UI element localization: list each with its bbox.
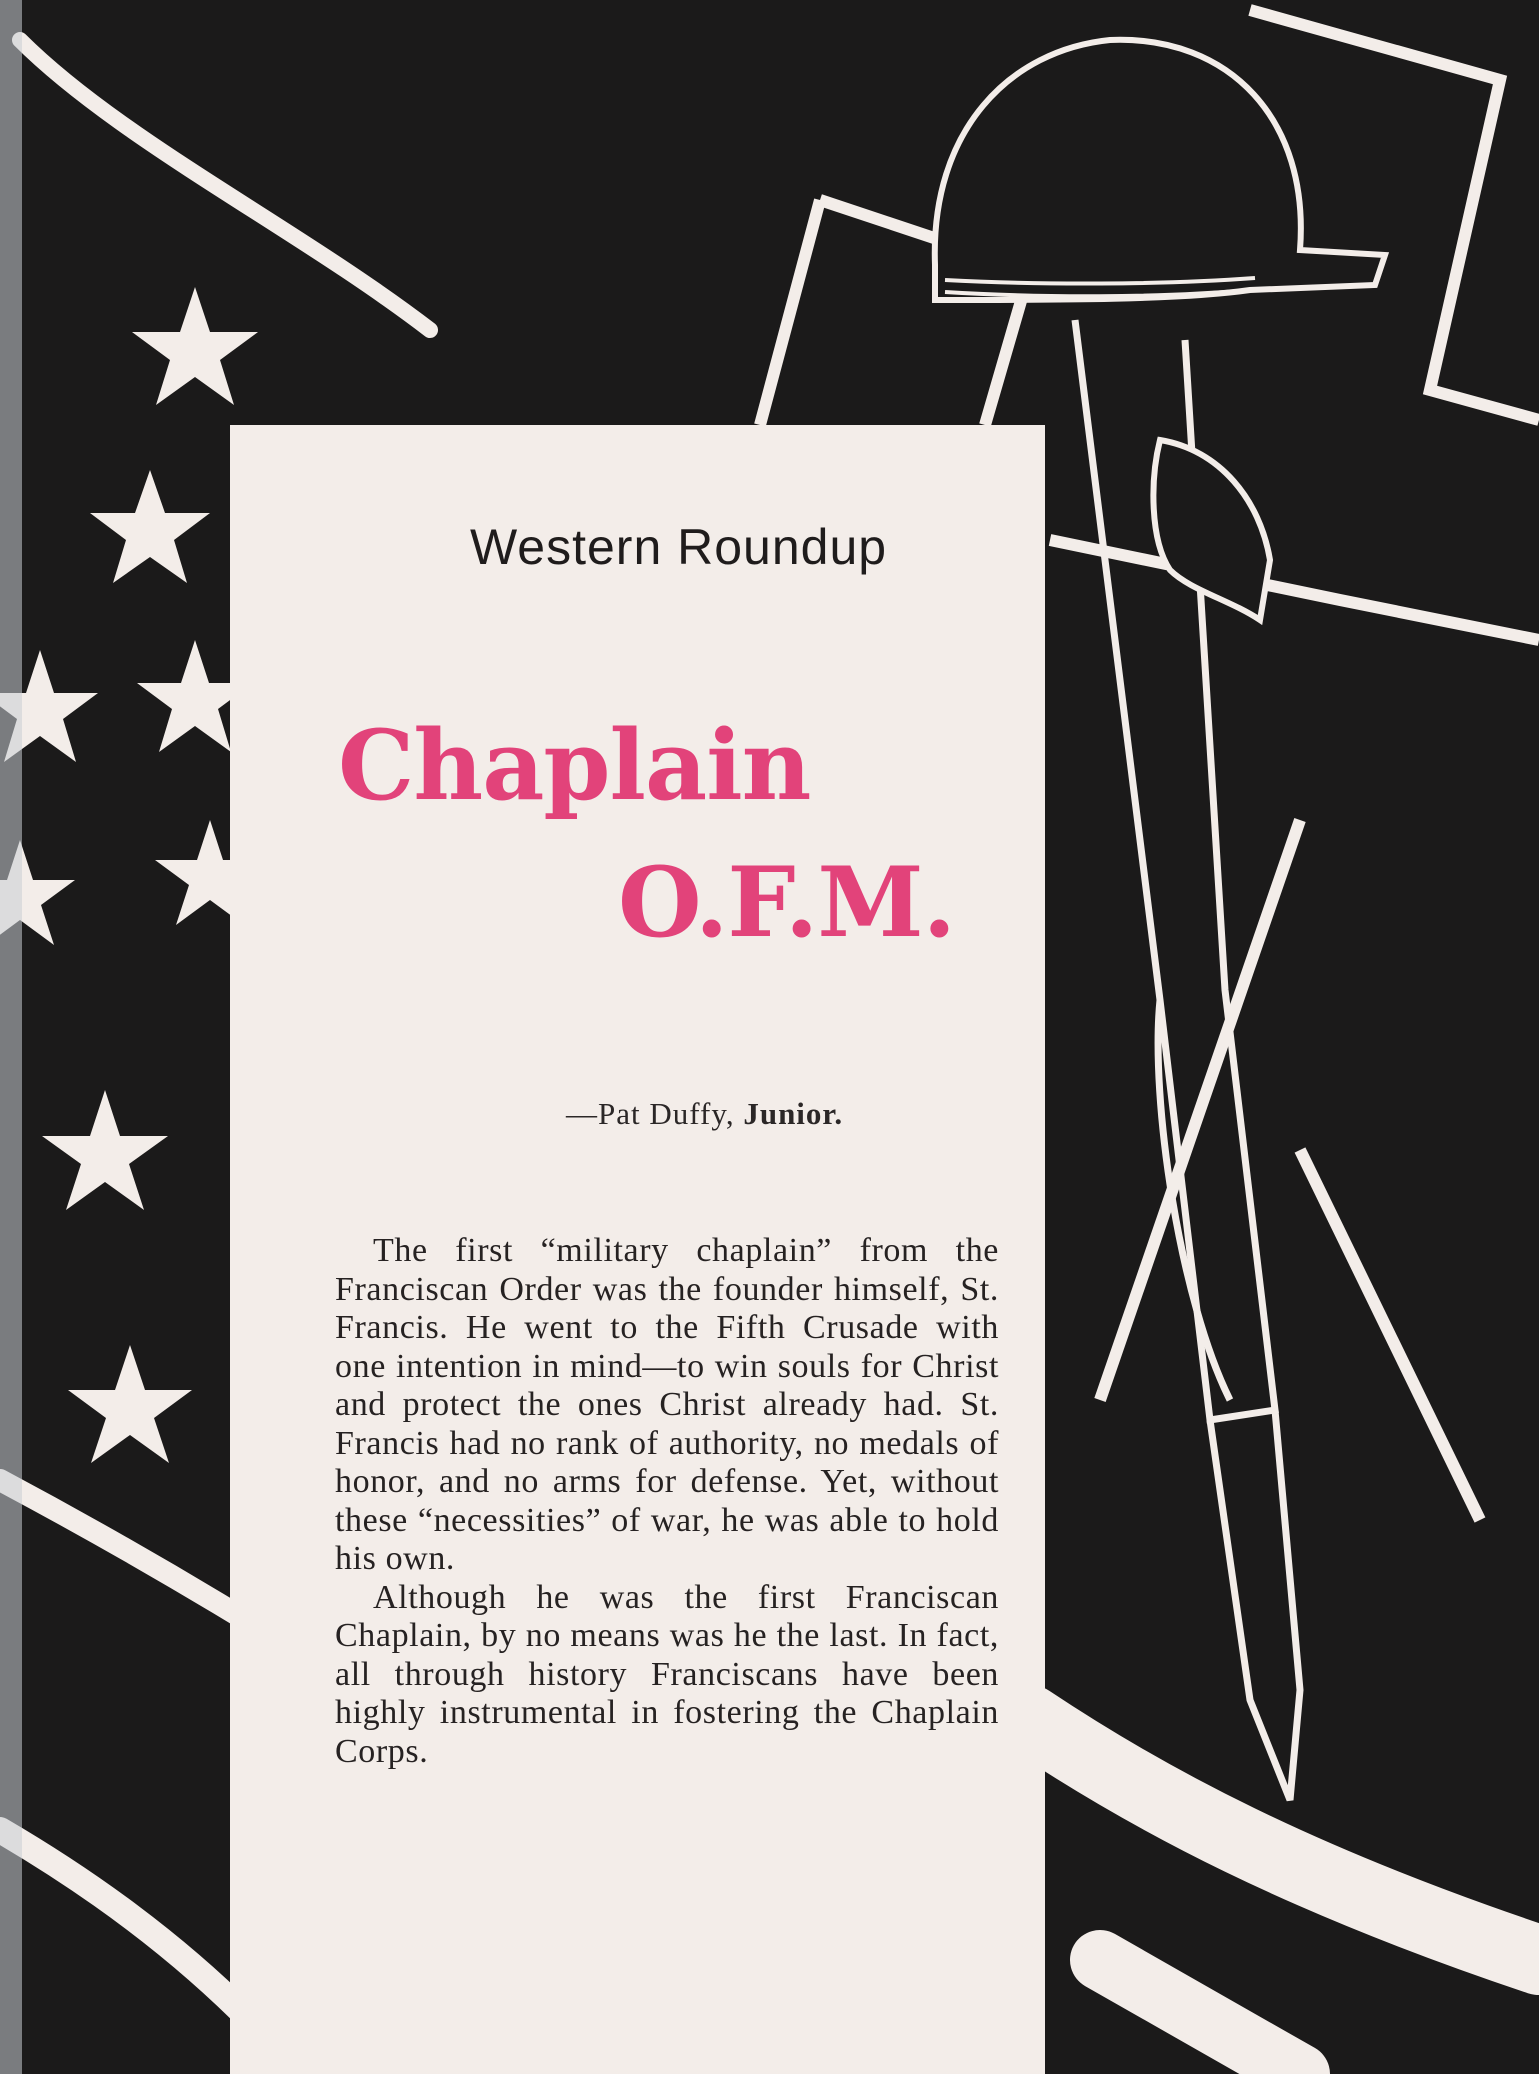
scan-edge (0, 0, 22, 2074)
headline-line-2: O.F.M. (618, 846, 956, 959)
section-title: Western Roundup (470, 519, 888, 575)
article-body (335, 1232, 999, 1771)
paragraph: The first “military chaplain” from the Franciscan Order was the founder himself, St. Francis. He went to the Fifth Crusade with one intention in mind—to win souls for Christ and protect the ones Christ already had. St. Francis had no rank of authority, no medals of honor, and no arms for defense. Yet, without these “necessities” of war, he was able to hold his own. (335, 1232, 999, 1577)
headline-line-1: Chaplain (338, 709, 811, 822)
byline-author: Pat Duffy, (598, 1096, 744, 1131)
paragraph: Although he was the first Franciscan Chaplain, by no means was he the last. In fact, all through history Franciscans have been highly instrumental in fostering the Chaplain Corps. (335, 1578, 999, 1770)
byline-school: Junior. (743, 1096, 844, 1131)
byline-dash: — (566, 1096, 598, 1131)
byline (566, 1096, 843, 1132)
